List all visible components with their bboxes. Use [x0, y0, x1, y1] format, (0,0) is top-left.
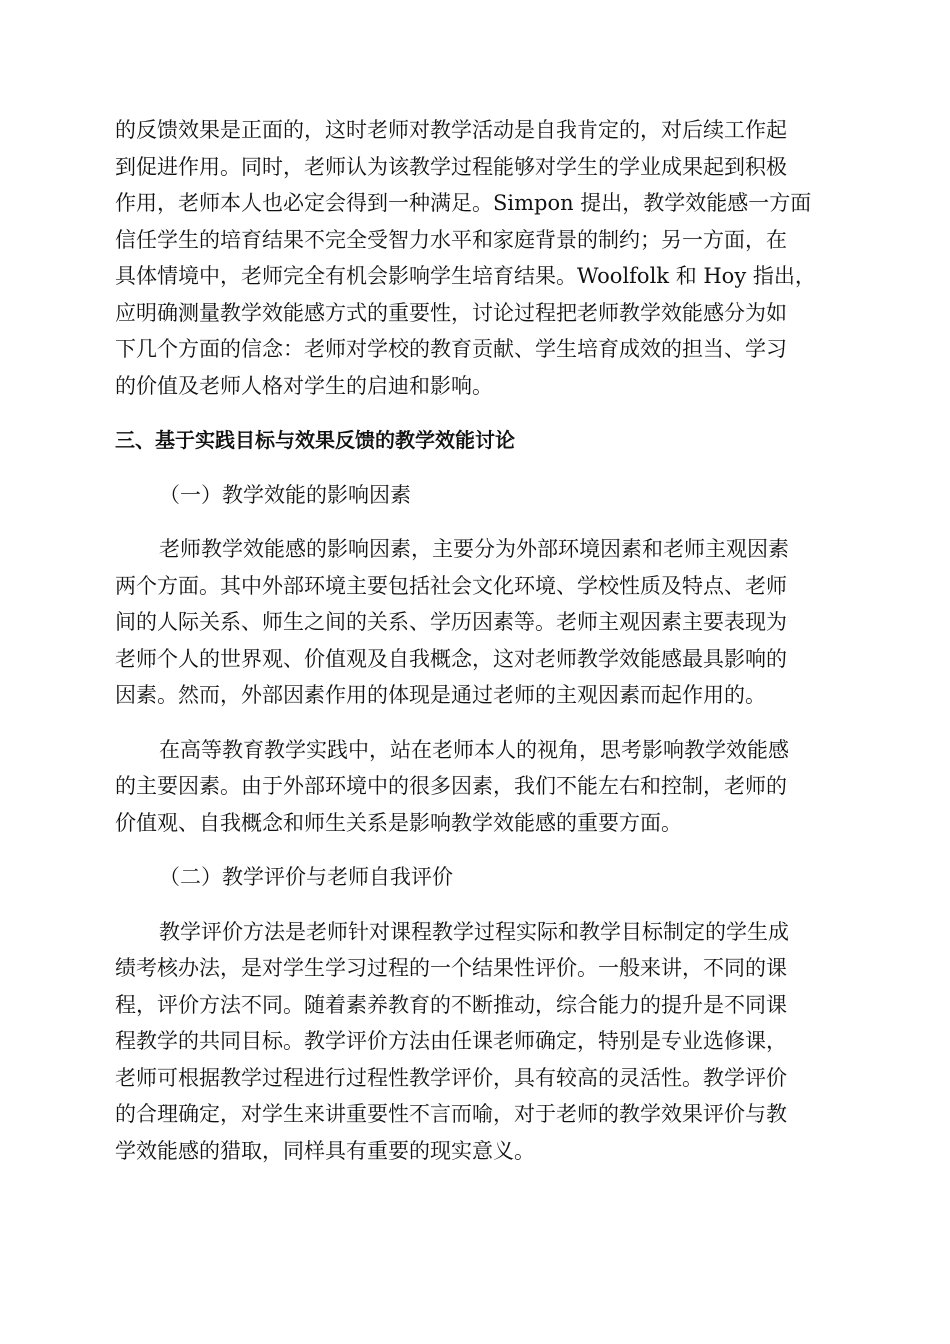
text-line: 的反馈效果是正面的，这时老师对教学活动是自我肯定的，对后续工作起 [115, 118, 787, 142]
text-line: 程教学的共同目标。教学评价方法由任课老师确定，特别是专业选修课， [115, 1029, 787, 1053]
text-line: 的合理确定，对学生来讲重要性不言而喻，对于老师的教学效果评价与教 [115, 1102, 787, 1126]
text-line: 间的人际关系、师生之间的关系、学历因素等。老师主观因素主要表现为 [115, 610, 787, 634]
text-line: 作用，老师本人也必定会得到一种满足。Simpon 提出，教学效能感一方面 [115, 191, 812, 215]
paragraph [115, 732, 835, 842]
text-line: 应明确测量教学效能感方式的重要性，讨论过程把老师教学效能感分为如 [115, 300, 787, 325]
text-line: 两个方面。其中外部环境主要包括社会文化环境、学校性质及特点、老师 [115, 573, 787, 598]
spacer [115, 841, 835, 859]
spacer [115, 714, 835, 732]
document-body [115, 112, 835, 1169]
text-line: 到促进作用。同时，老师认为该教学过程能够对学生的学业成果起到积极 [115, 154, 787, 179]
paragraph [115, 112, 835, 404]
text-line: 绩考核办法，是对学生学习过程的一个结果性评价。一般来讲，不同的课 [115, 956, 787, 980]
paragraph [115, 914, 835, 1170]
text-line: 价值观、自我概念和师生关系是影响教学效能感的重要方面。 [115, 810, 682, 835]
text-line: 学效能感的猎取，同样具有重要的现实意义。 [115, 1138, 535, 1163]
text-line: 教学评价方法是老师针对课程教学过程实际和教学目标制定的学生成 [159, 919, 789, 944]
text-line: 因素。然而，外部因素作用的体现是通过老师的主观因素而起作用的。 [115, 683, 766, 707]
subheading: （一）教学效能的影响因素 [159, 482, 411, 507]
text-line: 老师个人的世界观、价值观及自我概念，这对老师教学效能感最具影响的 [115, 646, 787, 671]
text-line: 老师教学效能感的影响因素，主要分为外部环境因素和老师主观因素 [159, 537, 789, 561]
text-line: 在高等教育教学实践中，站在老师本人的视角，思考影响教学效能感 [159, 737, 789, 762]
text-line: 的主要因素。由于外部环境中的很多因素，我们不能左右和控制，老师的 [115, 774, 787, 798]
text-line: 程，评价方法不同。随着素养教育的不断推动，综合能力的提升是不同课 [115, 992, 787, 1017]
text-line: 具体情境中，老师完全有机会影响学生培育结果。Woolfolk 和 Hoy 指出， [115, 264, 816, 288]
section-heading: 三、基于实践目标与效果反馈的教学效能讨论 [115, 428, 515, 452]
text-line: 信任学生的培育结果不完全受智力水平和家庭背景的制约；另一方面，在 [115, 227, 787, 252]
text-line: 的价值及老师人格对学生的启迪和影响。 [115, 373, 493, 398]
text-line: 下几个方面的信念：老师对学校的教育贡献、学生培育成效的担当、学习 [115, 337, 787, 361]
spacer [115, 513, 835, 531]
spacer [115, 404, 835, 422]
spacer [115, 459, 835, 477]
paragraph [115, 531, 835, 714]
spacer [115, 896, 835, 914]
text-line: 老师可根据教学过程进行过程性教学评价，具有较高的灵活性。教学评价 [115, 1065, 787, 1090]
subheading: （二）教学评价与老师自我评价 [159, 865, 453, 889]
